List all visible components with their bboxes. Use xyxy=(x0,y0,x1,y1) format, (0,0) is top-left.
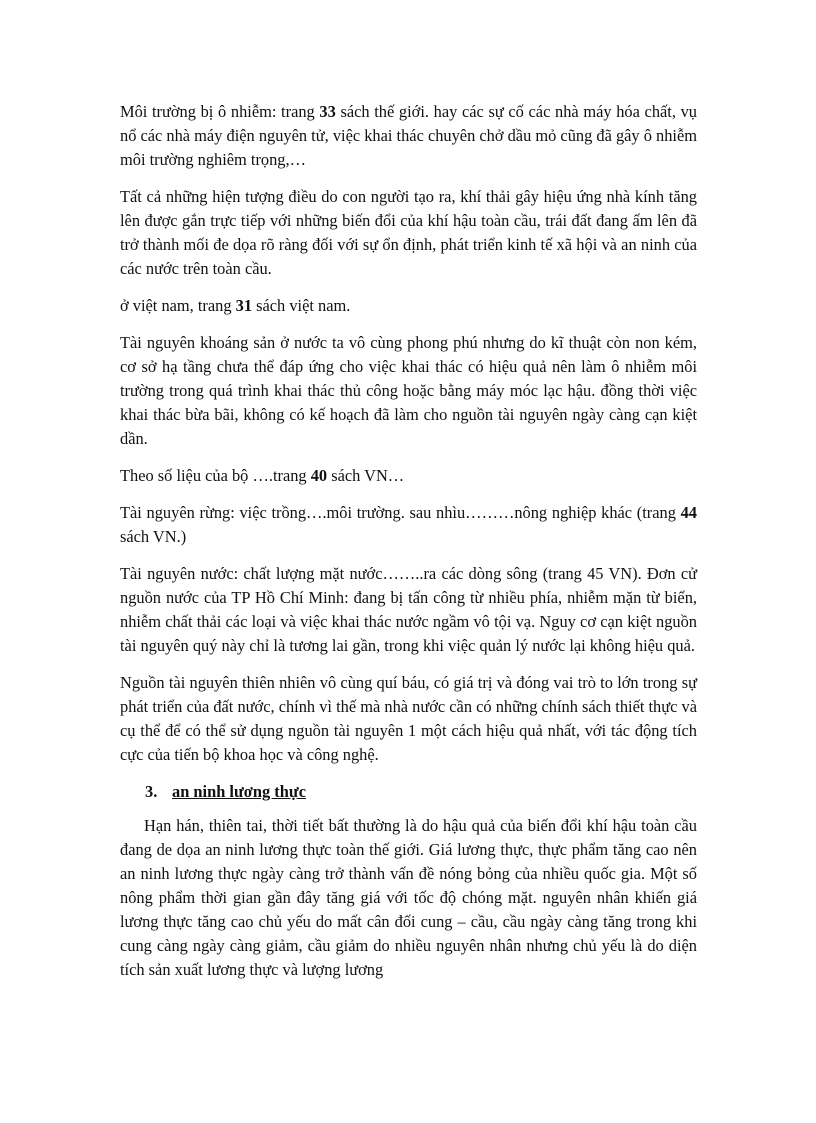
text-run: sách việt nam. xyxy=(252,296,351,315)
paragraph-water: Tài nguyên nước: chất lượng mặt nước……..ra các dòng sông (trang 45 VN). Đơn cử nguồn nước của TP Hồ Chí Minh: đang bị tấn công từ nhiều phía, nhiễm mặn từ biển, nhiễm chất thải các loại và việc khai thác nước ngầm vô tội vạ. Nguy cơ cạn kiệt nguồn tài nguyên quý này chỉ là tương lai gần, trong khi việc quản lý nước lại không hiệu quả. xyxy=(120,564,697,655)
text-run: Môi trường bị ô nhiễm: trang xyxy=(120,102,320,121)
paragraph-vietnam-ref xyxy=(120,294,697,318)
text-run: sách VN.) xyxy=(120,527,187,546)
paragraph-minerals: Tài nguyên khoáng sản ở nước ta vô cùng phong phú nhưng do kĩ thuật còn non kém, cơ sở hạ tầng chưa thể đáp ứng cho việc khai thác có hiệu quả nên làm ô nhiễm môi trường trong quá trình khai thác thủ công hoặc bằng máy móc lạc hậu. đồng thời việc khai thác bừa bãi, không có kế hoạch đã làm cho nguồn tài nguyên ngày càng cạn kiệt dần. xyxy=(120,333,697,448)
text-run: ở việt nam, trang xyxy=(120,296,236,315)
page-ref-bold: 31 xyxy=(235,296,253,315)
paragraph-statistics-ref xyxy=(120,464,697,488)
text-run: Theo số liệu của bộ ….trang xyxy=(120,466,311,485)
paragraph-pollution xyxy=(120,100,697,172)
paragraph-climate: Tất cả những hiện tượng điều do con người tạo ra, khí thải gây hiệu ứng nhà kính tăng lên được gắn trực tiếp với những biến đổi của khí hậu toàn cầu, trái đất đang ấm lên đã trở thành mối đe dọa rõ ràng đối với sự ổn định, phát triển kinh tế xã hội và an ninh của các nước trên toàn cầu. xyxy=(120,187,697,278)
paragraph-food-security: Hạn hán, thiên tai, thời tiết bất thường là do hậu quả của biến đổi khí hậu toàn cầu đang de dọa an ninh lương thực toàn thế giới. Giá lương thực, thực phẩm tăng cao nên an ninh lương thực ngày càng trở thành vấn đề nóng bỏng của nhiều quốc gia. Một số nông phẩm thời gian gần đây tăng giá với tốc độ chóng mặt. nguyên nhân khiến giá lương thực tăng cao chủ yếu do mất cân đối cung – cầu, cầu ngày càng tăng trong khi cung càng ngày càng giảm, cầu giảm do nhiều nguyên nhân nhưng chủ yếu là do diện tích sản xuất lương thực và lượng lương xyxy=(120,816,697,979)
section-number: 3. xyxy=(145,782,158,801)
page-ref-bold: 44 xyxy=(680,503,697,522)
page-ref-bold: 33 xyxy=(319,102,336,121)
document-body xyxy=(120,100,697,982)
text-run: sách VN… xyxy=(327,466,405,485)
paragraph-conclusion: Nguồn tài nguyên thiên nhiên vô cùng quí báu, có giá trị và đóng vai trò to lớn trong sự phát triển của đất nước, chính vì thế mà nhà nước cần có những chính sách thiết thực và cụ thể để có thể sử dụng nguồn tài nguyên 1 một cách hiệu quả nhất, với tác động tích cực của tiến bộ khoa học và công nghệ. xyxy=(120,673,697,764)
section-title: an ninh lương thực xyxy=(172,782,306,801)
text-run: Tài nguyên rừng: việc trồng….môi trường. sau nhìu………nông nghiệp khác (trang xyxy=(120,503,681,522)
paragraph-forest xyxy=(120,501,697,549)
text-run: sách thế giới. hay các sự cố các nhà máy hóa chất, vụ nổ các nhà máy điện nguyên tử, việc khai thác chuyên chở dầu mỏ cũng đã gây ô nhiễm môi trường nghiêm trọng,… xyxy=(120,102,698,169)
page-ref-bold: 40 xyxy=(310,466,328,485)
section-heading-food-security xyxy=(120,780,697,804)
